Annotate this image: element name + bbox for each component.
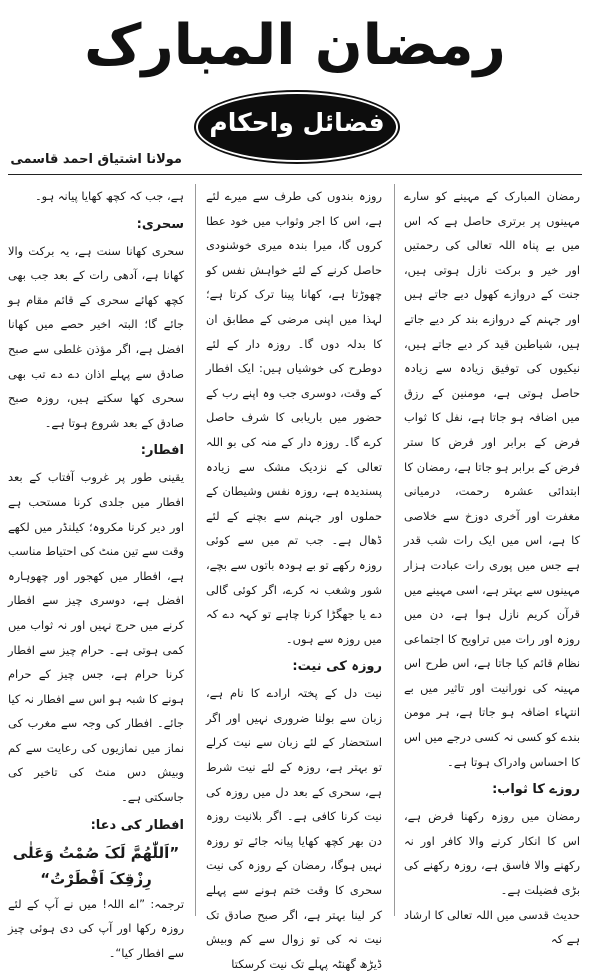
column-left [8, 184, 184, 960]
paragraph-hadith: روزہ بندوں کی طرف سے میرے لئے ہے، اس کا اجر وثواب میں خود عطا کروں گا، میرا بندہ میری خوشنودی حاصل کرنے کے لئے خواہش نفس کو چھوڑتا ہے، کھانا پینا ترک کرتا ہے؛ لہذا میں اپنی مرضی کے مطابق ان کا بدلہ دوں گا۔ روزہ دار کے لئے دوطرح کی خوشیاں ہیں: ایک افطار کے وقت، دوسری جب وہ اپنے رب کے حضور میں باریابی کا شرف حاصل کرے گا۔ روزہ دار کے منہ کی بو اللہ تعالی کے نزدیک مشک سے زیادہ پسندیدہ ہے، روزہ نفس وشیطان کے حملوں اور جہنم سے بچنے کے لئے ڈھال ہے۔ جب تم میں سے کوئی روزہ رکھے تو بے ہودہ باتوں سے بچے، شور وشغب نہ کرے، اگر کوئی گالی دے یا جھگڑا کرنا چاہے تو کہہ دے کہ میں روزہ سے ہوں۔ [206, 189, 382, 646]
paragraph-intro: رمضان المبارک کے مہینے کو سارے مہینوں پر برتری حاصل ہے کہ اس میں بے پناہ اللہ تعالی کی رحمتیں اور خیر و برکت نازل ہوتی ہیں، جنت کے دروازے کھول دیے جاتے ہیں اور جہنم کے دروازے بند کر دیے جاتے ہیں، شیاطین قید کر دیے جاتے ہیں، نیکیوں کی توفیق زیادہ سے زیادہ حاصل ہوتی ہے، مومنین کے رزق میں اضافہ ہو جاتا ہے، نفل کا ثواب فرض کے برابر اور فرض کا ستر فرض کے برابر ہو جاتا ہے، رمضان کا ابتدائی عشرہ رحمت، درمیانی مغفرت اور آخری دوزخ سے خلاصی کا ہے، اس میں ایک رات شب قدر ہے جس میں پوری رات عبادت ہزار مہینوں سے بہتر ہے، اسی مہینے میں قرآن کریم نازل ہوا ہے، دن میں روزہ اور رات میں تراویح کا اجتماعی نظام قائم کیا جاتا ہے، اس طرح اس مہینہ کی نورانیت اور تاثیر میں بے انتہاء اضافہ ہو جاتا ہے، ہر مومن بندے کو کسی نہ کسی درجے میں اس کا احساس وادراک ہوتا ہے۔ [404, 189, 580, 769]
heading-iftar-dua: افطار کی دعا: [90, 817, 184, 833]
column-right [404, 184, 580, 947]
heading-iftar: افطار: [140, 443, 184, 459]
heading-suhoor: سحری: [136, 216, 184, 232]
column-middle [206, 184, 382, 971]
paragraph-continuation: ہے، جب کہ کچھ کھایا پیانہ ہو۔ [35, 189, 184, 203]
heading-fasting-reward: روزے کا ثواب: [492, 782, 580, 798]
author-byline: مولانا اشتیاق احمد قاسمی [10, 152, 182, 167]
paragraph-intention: نیت دل کے پختہ ارادے کا نام ہے، زبان سے بولنا ضروری نہیں اور اگر استحضار کے لئے زبان سے نیت کرلے تو بہتر ہے، روزہ کے لئے نیت شرط ہے، سحری کے بعد دل میں روزہ کی نیت کرنا کافی ہے۔ اگر بلانیت روزہ دن بھر کچھ کھایا پیانہ جائے تو روزہ نہیں ہوگا، رمضان کے روزہ کی نیت سحری کا وقت ختم ہونے سے پہلے کر لینا بہتر ہے، اگر صبح صادق تک نیت نہ کی تو زوال سے کم وبیش ڈیڑھ گھنٹہ پہلے تک نیت کرسکتا [206, 686, 382, 971]
paragraph-hadith-intro: حدیث قدسی میں اللہ تعالی کا ارشاد ہے کہ [404, 907, 580, 947]
subtitle-badge [196, 92, 398, 162]
paragraph-suhoor: سحری کھانا سنت ہے، یہ برکت والا کھانا ہے، آدھی رات کے بعد جب بھی کچھ کھائے سحری کے قائم مقام ہو جائے گا؛ البتہ اخیر حصے میں کھانا افضل ہے، اگر مؤذن غلطی سے صبح صادق سے پہلے اذان دے دے تب بھی سحری کھا سکتے ہیں، روزہ صبح صادق کے بعد شروع ہوتا ہے۔ [8, 243, 184, 430]
heading-intention: روزہ کی نیت: [292, 659, 382, 675]
paragraph-iftar: یقینی طور پر غروب آفتاب کے بعد افطار میں جلدی کرنا مستحب ہے اور دیر کرنا مکروہ؛ کیلنڈر میں لکھے وقت سے تین منٹ کی احتیاط مناسب ہے، افطار میں کھجور اور چھوہارہ افضل ہے، دوسری چیز سے افطار کرنے میں حرج نہیں اور نہ ثواب میں کمی ہوتی ہے۔ حرام چیز سے افطار کرنا حرام ہے، جس چیز کے حرام ہونے کا شبہ ہو اس سے افطار نہ کیا جائے۔ افطار کی وجہ سے مغرب کی نماز میں نمازیوں کی رعایت سے کم وبیش دس منٹ کی تاخیر کی جاسکتی ہے۔ [8, 470, 184, 805]
paragraph-dua-translation: ترجمہ: ”اے اللہ! میں نے آپ کے لئے روزہ رکھا اور آپ کی دی ہوئی چیز سے افطار کیا“۔ [8, 896, 184, 960]
page-title: رمضان المبارک [84, 13, 506, 78]
header-divider [8, 174, 582, 175]
iftar-dua-arabic: ”اَللّٰھُمَّ لَکَ صُمْتُ وَعَلٰی رِزْقِکَ اَفْطَرْتُ“ [12, 843, 180, 888]
paragraph-fasting-obligation: رمضان میں روزہ رکھنا فرض ہے، اس کا انکار کرنے والا کافر اور نہ رکھنے والا فاسق ہے، روزہ رکھنے کی بڑی فضیلت ہے۔ [404, 809, 580, 898]
column-divider-2 [195, 184, 196, 916]
column-divider-1 [394, 184, 395, 916]
badge-text: فضائل واحکام [209, 108, 385, 137]
